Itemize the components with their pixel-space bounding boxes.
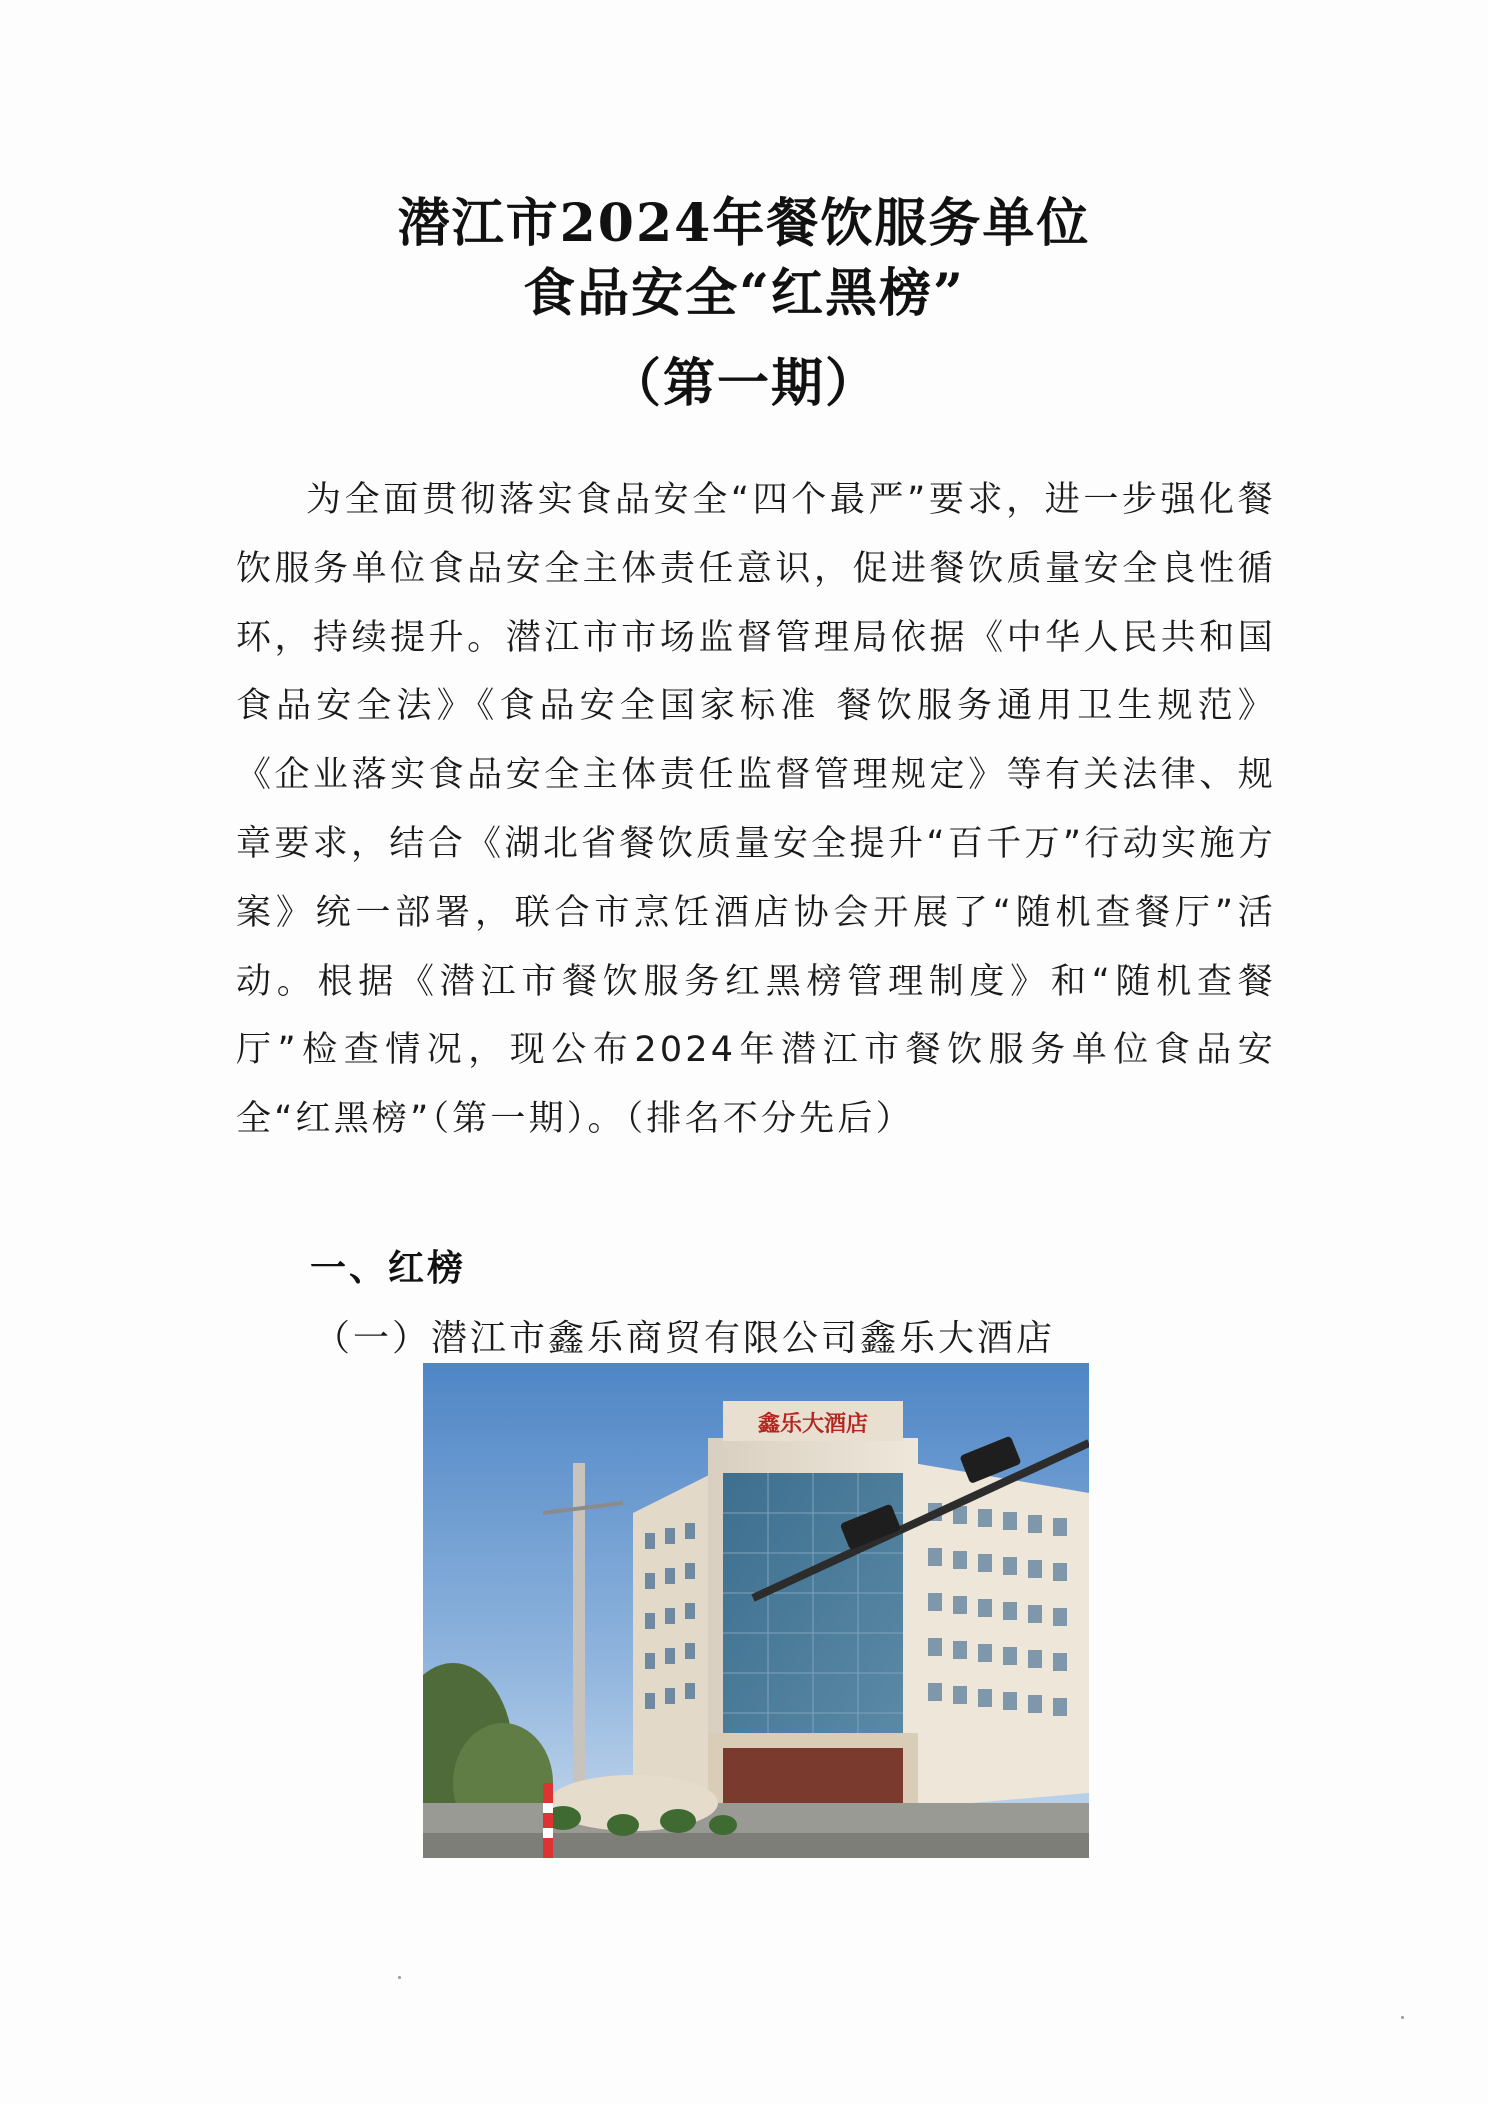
hotel-photo	[423, 1363, 1089, 1858]
section-heading-red-list: 一、红榜	[310, 1248, 467, 1289]
scan-speck	[398, 1976, 401, 1979]
page-title-issue: （第一期）	[608, 353, 879, 414]
page-title-line-1: 潜江市2024年餐饮服务单位	[397, 193, 1091, 254]
hotel-sign-text: 鑫乐大酒店	[757, 1412, 869, 1437]
red-list-item-1-title: （一）潜江市鑫乐商贸有限公司鑫乐大酒店	[314, 1318, 1056, 1359]
scan-speck	[1401, 2016, 1404, 2019]
page-title-line-2: 食品安全“红黑榜”	[523, 263, 965, 324]
intro-paragraph: 为全面贯彻落实食品安全“四个最严”要求，进一步强化餐饮服务单位食品安全主体责任意识，促进餐饮质量安全良性循环，持续提升。潜江市市场监督管理局依据《中华人民共和国食品安全法》《食品安全国家标准 餐饮服务通用卫生规范》《企业落实食品安全主体责任监督管理规定》等有关法律、规章要求，结合《湖北省餐饮质量安全提升“百千万”行动实施方案》统一部署，联合市烹饪酒店协会开展了“随机查餐厅”活动。根据《潜江市餐饮服务红黑榜管理制度》和“随机查餐厅”检查情况，现公布2024年潜江市餐饮服务单位食品安全“红黑榜”（第一期）。（排名不分先后）	[236, 480, 1276, 1140]
